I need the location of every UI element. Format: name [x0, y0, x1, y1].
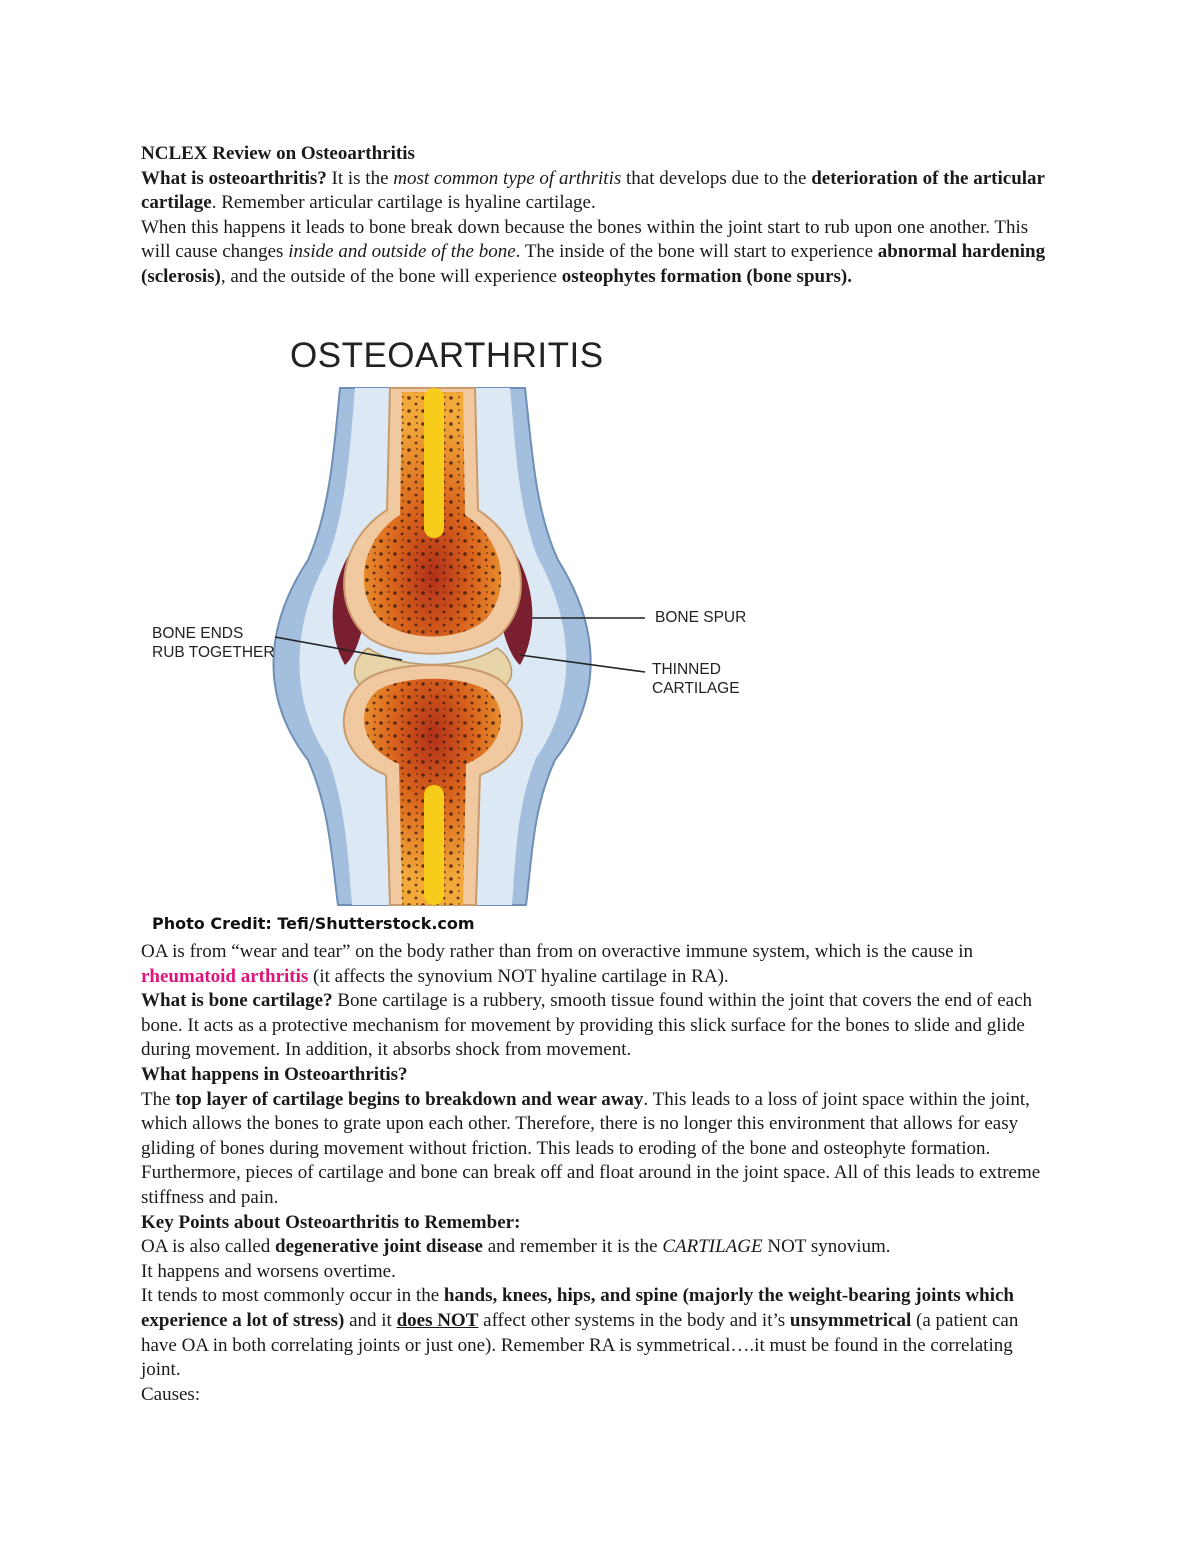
text-run-bold: unsymmetrical — [789, 1309, 912, 1331]
lower-marrow — [424, 785, 444, 905]
document-title: NCLEX Review on Osteoarthritis — [141, 143, 415, 164]
photo-credit: Photo Credit: Tefi/Shutterstock.com — [152, 914, 475, 933]
text-run: (a patient can have OA in both correlating joints or just one). Remember RA is symmetrical….it must be found in the correlating joint. — [141, 1309, 1019, 1381]
key-point-2: It happens and worsens overtime. — [141, 1260, 396, 1282]
text-run: . This leads to a loss of joint space within the joint, which allows the bones to grate upon each other. Therefore, there is no longer this environment that allows for easy gliding of bones during movement without friction. This leads to eroding of the bone and osteophyte formation. Furthermore, pieces of cartilage and bone can break off and float around in the joint space. All of this leads to extreme stiffness and pain. — [141, 1088, 1041, 1208]
text-run-italic: inside and outside of the bone — [288, 241, 516, 263]
intro-paragraph-2 — [141, 216, 1056, 290]
what-happens-paragraph — [141, 1088, 1056, 1211]
intro-section — [141, 142, 1056, 290]
question-what-is-oa: What is osteoarthritis? — [141, 167, 327, 189]
question-bone-cartilage: What is bone cartilage? — [141, 990, 333, 1012]
figure-title: OSTEOARTHRITIS — [290, 336, 604, 375]
key-point-1 — [141, 1235, 1056, 1260]
key-points-heading: Key Points about Osteoarthritis to Remember: — [141, 1211, 521, 1233]
osteoarthritis-illustration — [140, 330, 780, 940]
oa-cause-paragraph — [141, 940, 1056, 989]
text-run: OA is from “wear and tear” on the body rather than from on overactive immune system, which is the cause in — [141, 941, 974, 962]
body-section — [141, 940, 1056, 1407]
causes-label: Causes: — [141, 1383, 201, 1405]
text-run-bold: deterioration of the articular cartilage — [141, 167, 1045, 214]
text-run: , and the outside of the bone will experience — [220, 265, 562, 287]
text-run: (it affects the synovium NOT hyaline cartilage in RA). — [308, 965, 729, 987]
text-run: . The inside of the bone will start to experience — [515, 241, 878, 263]
text-run: and it — [344, 1309, 397, 1331]
text-run-bold: degenerative joint disease — [275, 1236, 483, 1258]
text-run: NOT synovium. — [762, 1236, 891, 1258]
text-run: The — [141, 1088, 176, 1110]
text-run-italic: most common type of arthritis — [393, 167, 622, 189]
label-bone-spur: BONE SPUR — [655, 609, 747, 626]
text-run-bold: osteophytes formation (bone spurs). — [561, 265, 852, 287]
text-run-bold-underline: does NOT — [396, 1309, 479, 1331]
bone-cartilage-paragraph — [141, 989, 1056, 1063]
text-run: . Remember articular cartilage is hyaline cartilage. — [211, 192, 596, 214]
text-run: Bone cartilage is a rubbery, smooth tissue found within the joint that covers the end of each bone. It acts as a protective mechanism for movement by providing this slick surface for the bones to slide and glide during movement. In addition, it absorbs shock from movement. — [141, 990, 1033, 1061]
text-run: that develops due to the — [621, 167, 812, 189]
label-line: BONE ENDS — [152, 625, 244, 642]
text-run: When this happens it leads to bone break down because the bones within the joint start to rub upon one another. This will cause changes — [141, 216, 1029, 263]
text-run: It tends to most commonly occur in the — [141, 1285, 444, 1307]
label-line: THINNED — [652, 661, 721, 678]
label-line: RUB TOGETHER — [152, 644, 275, 661]
label-thinned-cartilage — [652, 660, 740, 698]
intro-paragraph-1 — [141, 167, 1056, 216]
key-point-3 — [141, 1284, 1056, 1382]
text-run-italic: CARTILAGE — [662, 1236, 763, 1258]
text-run-bold: top layer of cartilage begins to breakdown and wear away — [175, 1088, 644, 1110]
label-bone-ends — [152, 624, 275, 662]
rheumatoid-arthritis-highlight: rheumatoid arthritis — [141, 965, 309, 987]
text-run: affect other systems in the body and it’s — [478, 1309, 790, 1331]
upper-marrow — [424, 388, 444, 538]
label-line: CARTILAGE — [652, 680, 740, 697]
text-run: OA is also called — [141, 1236, 276, 1258]
text-run: and remember it is the — [482, 1236, 663, 1258]
text-run-bold: hands, knees, hips, and spine (majorly the weight-bearing joints which experience a lot of stress) — [141, 1285, 1014, 1331]
question-what-happens: What happens in Osteoarthritis? — [141, 1063, 408, 1085]
text-run: It is the — [326, 167, 394, 189]
text-run-bold: abnormal hardening (sclerosis) — [141, 241, 1046, 287]
